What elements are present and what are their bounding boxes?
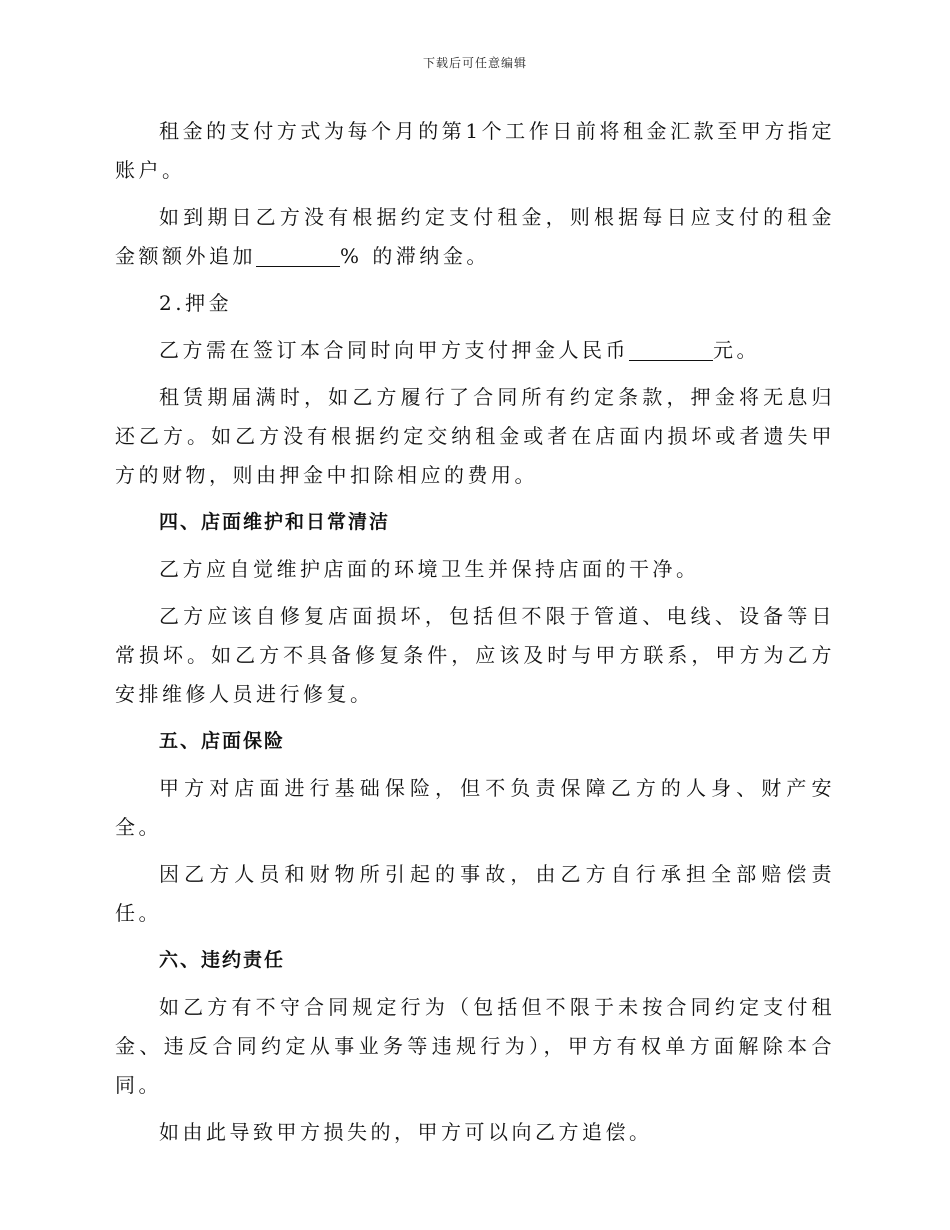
document-body [115, 112, 835, 1160]
paragraph-breach-termination: 如乙方有不守合同规定行为（包括但不限于未按合同约定支付租金、违反合同约定从事业务等违规行为），甲方有权单方面解除本合同。 [115, 995, 835, 1097]
late-fee-percent-blank [256, 246, 340, 267]
deposit-text-after: 元。 [713, 338, 760, 362]
subsection-deposit-title: 2.押金 [159, 291, 233, 315]
section-heading-breach: 六、违约责任 [159, 949, 286, 971]
paragraph-repair: 乙方应该自修复店面损坏，包括但不限于管道、电线、设备等日常损坏。如乙方不具备修复条件，应该及时与甲方联系，甲方为乙方安排维修人员进行修复。 [115, 604, 835, 706]
late-fee-text-before: 如到期日乙方没有根据约定支付租金，则根据每日应支付的租金金额额外追加 [115, 205, 835, 268]
section-heading-maintenance: 四、店面维护和日常清洁 [159, 511, 391, 533]
deposit-amount-blank [629, 340, 713, 361]
page-header: 下载后可任意编辑 [422, 56, 527, 70]
paragraph-insurance-basic: 甲方对店面进行基础保险，但不负责保障乙方的人身、财产安全。 [115, 776, 835, 839]
paragraph-rent-payment-method: 租金的支付方式为每个月的第1个工作日前将租金汇款至甲方指定账户。 [115, 119, 835, 182]
paragraph-accident-liability: 因乙方人员和财物所引起的事故，由乙方自行承担全部赔偿责任。 [115, 862, 835, 925]
paragraph-hygiene: 乙方应自觉维护店面的环境卫生并保持店面的干净。 [159, 557, 700, 581]
paragraph-compensation: 如由此导致甲方损失的，甲方可以向乙方追偿。 [159, 1120, 653, 1144]
late-fee-text-after: % 的滞纳金。 [340, 244, 490, 268]
paragraph-deposit-return: 租赁期届满时，如乙方履行了合同所有约定条款，押金将无息归还乙方。如乙方没有根据约定交纳租金或者在店面内损坏或者遗失甲方的财物，则由押金中扣除相应的费用。 [115, 385, 835, 487]
paragraph-deposit-amount [115, 331, 835, 370]
section-heading-insurance: 五、店面保险 [159, 730, 286, 752]
paragraph-late-fee [115, 198, 835, 276]
deposit-text-before: 乙方需在签订本合同时向甲方支付押金人民币 [159, 338, 629, 362]
